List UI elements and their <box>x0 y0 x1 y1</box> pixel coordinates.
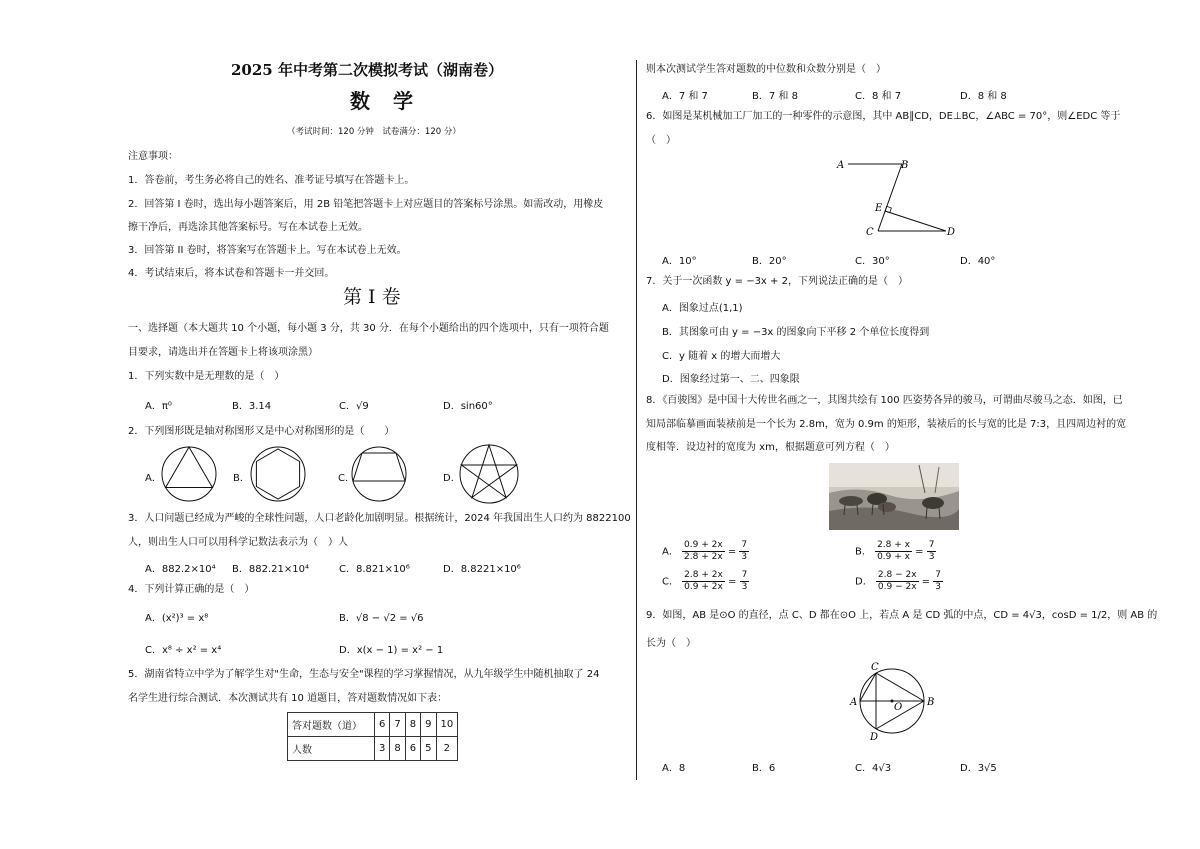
table-cell: 5 <box>421 737 436 761</box>
note-3: 3．回答第 II 卷时，将答案写在答题卡上。写在本试卷上无效。 <box>128 245 407 256</box>
q4-option-b[interactable]: B．√8 − √2 = √6 <box>339 613 424 624</box>
fraction-den: 2.8 + 2x <box>684 552 723 562</box>
q8-stem-1: 8．《百骏图》是中国十大传世名画之一，其图共绘有 100 匹姿势各异的骏马，可谓曲尽骏马之态．如图，已 <box>646 395 1123 406</box>
fig-label-o: O <box>894 702 903 713</box>
fraction-num: 7 <box>741 570 748 580</box>
q5-count-table <box>287 712 458 761</box>
q4-stem: 4．下列计算正确的是（ ） <box>128 584 255 595</box>
q9-circle-figure <box>846 660 942 742</box>
fig-label-d: D <box>870 732 879 742</box>
q1-stem: 1．下列实数中是无理数的是（ ） <box>128 371 285 382</box>
q7-option-a[interactable]: A．图象过点(1,1) <box>662 303 743 314</box>
q2-stem: 2．下列图形既是轴对称图形又是中心对称图形的是（ ） <box>128 426 395 437</box>
q5-question-cont: 则本次测试学生答对题数的中位数和众数分别是（ ） <box>646 64 886 75</box>
q3-stem-1: 3．人口问题已经成为严峻的全球性问题，人口老龄化加剧明显。根据统计，2024 年我国出生人口约为 8822100 <box>128 513 631 524</box>
q5-option-a[interactable]: A．7 和 7 <box>662 91 708 102</box>
table-cell: 2 <box>436 737 458 761</box>
q9-option-b[interactable]: B．6 <box>752 763 776 774</box>
fig-label-a: A <box>850 697 858 708</box>
table-row <box>288 713 458 737</box>
fraction <box>927 540 937 563</box>
q2-figure-c[interactable] <box>350 445 408 503</box>
exam-meta: （考试时间：120 分钟 试卷满分：120 分） <box>287 127 461 137</box>
q4-option-a[interactable]: A．(x²)³ = x⁸ <box>145 613 209 624</box>
q2-label-c: C． <box>338 473 355 484</box>
section-intro-1: 一、选择题（本大题共 10 个小题，每小题 3 分，共 30 分．在每个小题给出的四个选项中，只有一项符合题 <box>128 323 609 334</box>
fraction-num: 7 <box>928 540 935 550</box>
note-2-cont: 擦干净后，再选涂其他答案标号。写在本试卷上无效。 <box>128 222 368 233</box>
table-row <box>288 737 458 761</box>
q4-option-d[interactable]: D．x(x − 1) = x² − 1 <box>339 645 444 656</box>
fig-label-e: E <box>875 203 883 214</box>
option-label: A． <box>662 546 679 558</box>
table-head: 答对题数（道） <box>288 713 375 737</box>
fraction-num: 7 <box>935 570 942 580</box>
notes-heading: 注意事项： <box>128 151 178 162</box>
fig-label-c: C <box>866 227 874 238</box>
option-label: B． <box>855 546 872 558</box>
table-cell: 3 <box>375 737 390 761</box>
column-divider <box>636 60 637 780</box>
fig-label-d: D <box>947 227 956 238</box>
table-cell: 9 <box>421 713 436 737</box>
q7-stem: 7．关于一次函数 y = −3x + 2，下列说法正确的是（ ） <box>646 276 908 287</box>
q8-option-b[interactable]: B． $\frac{2.8 + x}{0.9 + x}$ = $\frac{7}{3}$ <box>855 540 935 562</box>
q3-option-a[interactable]: A．882.2×10⁴ <box>145 564 216 575</box>
section-intro-2: 目要求，请选出并在答题卡上将该项涂黑） <box>128 347 318 358</box>
fraction-num: 7 <box>741 540 748 550</box>
q8-stem-3: 度相等．设边衬的宽度为 xm，根据题意可列方程（ ） <box>646 442 895 453</box>
q9-option-a[interactable]: A．8 <box>662 763 686 774</box>
q4-option-c[interactable]: C．x⁸ ÷ x² = x⁴ <box>145 645 222 656</box>
fraction <box>740 570 750 593</box>
fraction-den: 0.9 + x <box>877 552 910 562</box>
q1-option-c[interactable]: C．√9 <box>339 401 369 412</box>
q8-option-c[interactable]: C． $\frac{2.8 + 2x}{0.9 + 2x}$ = $\frac{7}{3}$ <box>662 570 748 592</box>
q6-stem-2: （ ） <box>646 135 676 146</box>
q5-option-d[interactable]: D．8 和 8 <box>960 91 1007 102</box>
q8-stem-2: 知局部临摹画面装裱前是一个长为 2.8m，宽为 0.9m 的矩形，装裱后的长与宽的比是 7:3，且四周边衬的宽 <box>646 419 1127 430</box>
q7-option-b[interactable]: B．其图象可由 y = −3x 的图象向下平移 2 个单位长度得到 <box>662 327 930 338</box>
q3-option-d[interactable]: D．8.8221×10⁶ <box>443 564 521 575</box>
table-cell: 7 <box>390 713 405 737</box>
fraction-den: 3 <box>935 582 942 592</box>
q9-option-d[interactable]: D．3√5 <box>960 763 997 774</box>
q1-option-a[interactable]: A．π⁰ <box>145 401 172 412</box>
exam-title: 2025 年中考第二次模拟考试（湖南卷） <box>231 61 503 79</box>
q9-option-c[interactable]: C．4√3 <box>855 763 892 774</box>
q5-option-b[interactable]: B．7 和 8 <box>752 91 798 102</box>
fraction-num: 0.9 + 2x <box>684 540 723 550</box>
q2-label-b: B． <box>233 473 250 484</box>
q7-option-d[interactable]: D．图象经过第一、二、四象限 <box>662 374 800 385</box>
q3-stem-2: 人，则出生人口可以用科学记数法表示为（ ）人 <box>128 537 348 548</box>
q1-option-b[interactable]: B．3.14 <box>232 401 272 412</box>
q9-stem-2: 长为（ ） <box>646 638 696 649</box>
table-cell: 8 <box>405 713 420 737</box>
note-4: 4．考试结束后，将本试卷和答题卡一并交回。 <box>128 268 335 279</box>
fig-label-b: B <box>927 697 935 708</box>
fraction <box>739 540 749 563</box>
fraction-den: 3 <box>741 552 748 562</box>
q6-stem-1: 6．如图是某机械加工厂加工的一种零件的示意图，其中 AB∥CD，DE⊥BC，∠ABC = 70°，则∠EDC 等于 <box>646 111 1121 122</box>
q2-figure-d[interactable] <box>458 443 520 505</box>
q2-figure-b[interactable] <box>249 445 307 503</box>
fig-label-c: C <box>871 662 879 673</box>
q2-label-a: A． <box>145 473 162 484</box>
fraction-num: 2.8 + 2x <box>684 570 723 580</box>
fraction <box>682 540 725 563</box>
q9-stem-1: 9．如图，AB 是⊙O 的直径，点 C、D 都在⊙O 上，若点 A 是 CD 弧的中点，CD = 4√3，cosD = 1/2，则 AB 的 <box>646 610 1158 621</box>
option-label: D． <box>855 576 873 588</box>
q6-option-b[interactable]: B．20° <box>752 256 787 267</box>
fraction-den: 0.9 − 2x <box>877 582 917 592</box>
q5-option-c[interactable]: C．8 和 7 <box>855 91 902 102</box>
q2-figure-a[interactable] <box>160 445 218 503</box>
table-cell: 8 <box>390 737 405 761</box>
fraction-num: 2.8 − 2x <box>877 570 917 580</box>
note-2: 2．回答第 I 卷时，选出每小题答案后，用 2B 铅笔把答题卡上对应题目的答案标号涂黑。如需改动，用橡皮 <box>128 199 604 210</box>
q3-option-c[interactable]: C．8.821×10⁶ <box>339 564 410 575</box>
q8-option-d[interactable]: D． $\frac{2.8 - 2x}{0.9 - 2x}$ = $\frac{7}{3}$ <box>855 570 942 592</box>
q1-option-d[interactable]: D．sin60° <box>443 401 493 412</box>
q2-label-d: D． <box>443 473 461 484</box>
q6-option-a[interactable]: A．10° <box>662 256 697 267</box>
fraction <box>933 570 943 593</box>
table-cell: 6 <box>405 737 420 761</box>
option-label: C． <box>662 576 679 588</box>
fraction-den: 3 <box>928 552 935 562</box>
fig-label-b: B <box>901 160 909 171</box>
q6-option-d[interactable]: D．40° <box>960 256 996 267</box>
q6-figure <box>832 155 962 240</box>
fraction-den: 0.9 + 2x <box>684 582 723 592</box>
table-head: 人数 <box>288 737 375 761</box>
q6-option-c[interactable]: C．30° <box>855 256 890 267</box>
fraction <box>682 570 725 593</box>
q7-option-c[interactable]: C．y 随着 x 的增大而增大 <box>662 351 781 362</box>
fig-label-a: A <box>837 160 845 171</box>
q5-stem-1: 5．湖南省特立中学为了解学生对"生命，生态与安全"课程的学习掌握情况，从九年级学生中随机抽取了 24 <box>128 669 600 680</box>
fraction-den: 3 <box>741 582 748 592</box>
table-cell: 10 <box>436 713 458 737</box>
fraction <box>876 570 919 593</box>
section-title: 第 I 卷 <box>343 286 401 308</box>
fraction <box>875 540 912 563</box>
horses-painting-image <box>829 463 959 530</box>
fraction-num: 2.8 + x <box>877 540 910 550</box>
note-1: 1．答卷前，考生务必将自己的姓名、准考证号填写在答题卡上。 <box>128 175 415 186</box>
q5-stem-2: 名学生进行综合测试．本次测试共有 10 道题目，答对题数情况如下表： <box>128 693 448 704</box>
table-cell: 6 <box>375 713 390 737</box>
q3-option-b[interactable]: B．882.21×10⁴ <box>232 564 309 575</box>
q8-option-a[interactable]: A． $\frac{0.9 + 2x}{2.8 + 2x}$ = $\frac{7}{3}$ <box>662 540 748 562</box>
subject-title: 数 学 <box>350 89 421 113</box>
